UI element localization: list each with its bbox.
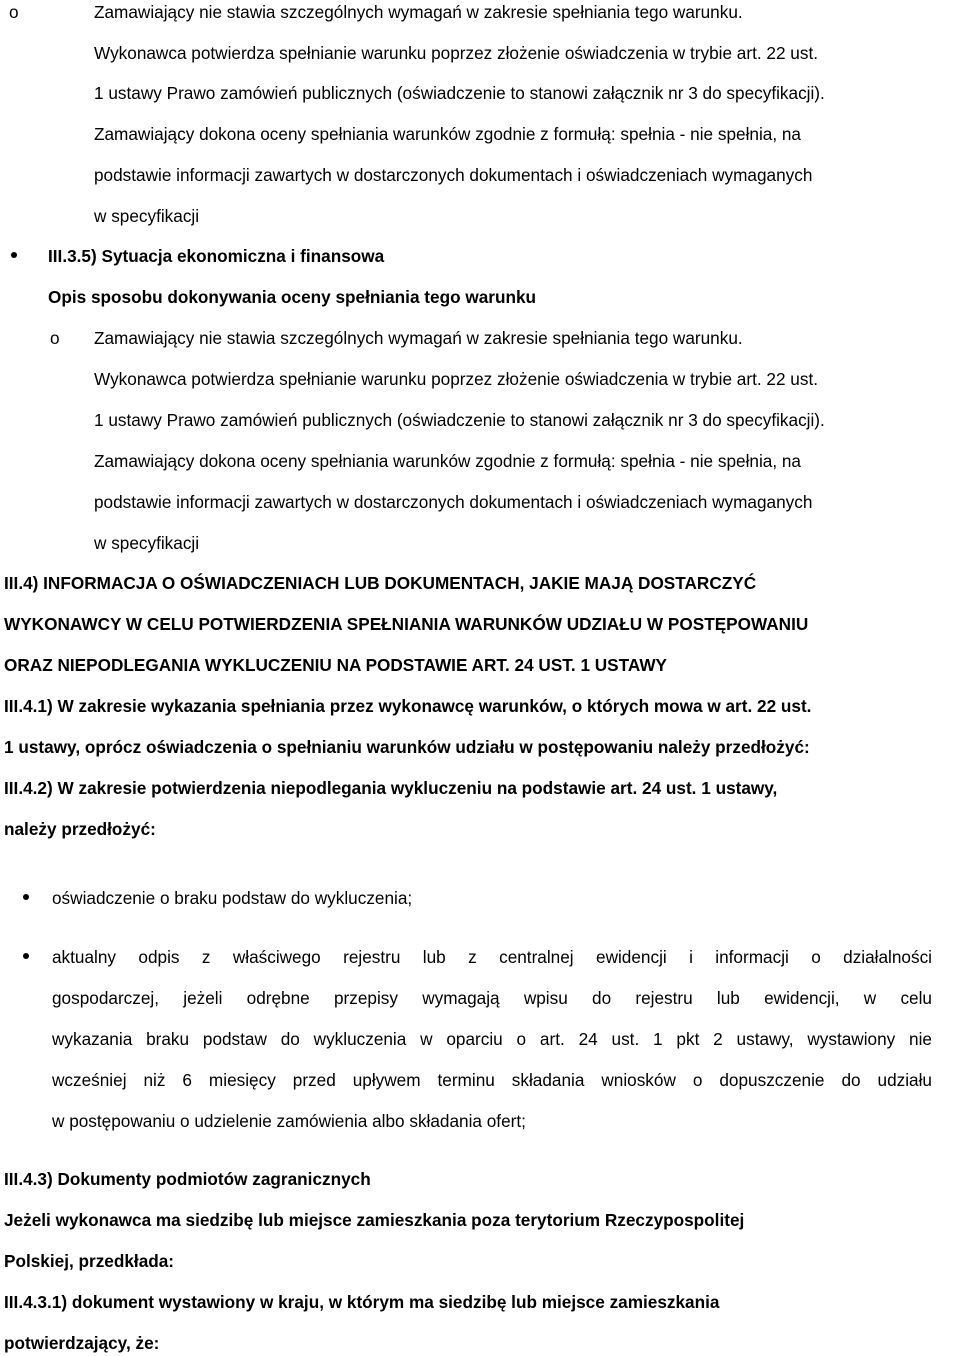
list-item: aktualny odpis z właściwego rejestru lub z centralnej ewidencji i informacji o działalności	[52, 947, 932, 967]
bullet-icon	[23, 953, 29, 959]
section-heading: III.4.2) W zakresie potwierdzenia niepodlegania wykluczeniu na podstawie art. 24 ust. 1 ustawy,	[4, 778, 778, 798]
section-heading: III.3.5) Sytuacja ekonomiczna i finansowa	[48, 246, 385, 266]
sub-bullet-marker: o	[9, 2, 19, 22]
paragraph-line: Zamawiający dokona oceny spełniania warunków zgodnie z formułą: spełnia - nie spełnia, na	[94, 451, 801, 471]
paragraph-line: w specyfikacji	[94, 533, 200, 553]
paragraph-line: potwierdzający, że:	[4, 1333, 160, 1353]
paragraph-line: w specyfikacji	[94, 206, 200, 226]
bullet-icon	[23, 894, 29, 900]
paragraph-line: 1 ustawy Prawo zamówień publicznych (oświadczenie to stanowi załącznik nr 3 do specyfikacji).	[94, 410, 825, 430]
paragraph-line: podstawie informacji zawartych w dostarczonych dokumentach i oświadczeniach wymaganych	[94, 165, 813, 185]
section-heading: WYKONAWCY W CELU POTWIERDZENIA SPEŁNIANIA WARUNKÓW UDZIAŁU W POSTĘPOWANIU	[4, 614, 809, 634]
paragraph-line: Polskiej, przedkłada:	[4, 1251, 175, 1271]
section-heading: III.4.3) Dokumenty podmiotów zagranicznych	[4, 1169, 371, 1189]
list-item: oświadczenie o braku podstaw do wykluczenia;	[52, 888, 413, 908]
paragraph-line: 1 ustawy Prawo zamówień publicznych (oświadczenie to stanowi załącznik nr 3 do specyfikacji).	[94, 83, 825, 103]
section-heading: 1 ustawy, oprócz oświadczenia o spełnianiu warunków udziału w postępowaniu należy przedłożyć:	[4, 737, 810, 757]
sub-bullet-marker: o	[50, 328, 60, 348]
list-item: wcześniej niż 6 miesięcy przed upływem terminu składania wniosków o dopuszczenie do udziału	[52, 1070, 932, 1090]
paragraph-line: Zamawiający nie stawia szczególnych wymagań w zakresie spełniania tego warunku.	[94, 2, 743, 22]
paragraph-line: Zamawiający dokona oceny spełniania warunków zgodnie z formułą: spełnia - nie spełnia, na	[94, 124, 801, 144]
section-heading: III.4.3.1) dokument wystawiony w kraju, w którym ma siedzibę lub miejsce zamieszkania	[4, 1292, 720, 1312]
bullet-icon	[11, 252, 17, 258]
section-heading: ORAZ NIEPODLEGANIA WYKLUCZENIU NA PODSTAWIE ART. 24 UST. 1 USTAWY	[4, 655, 668, 675]
list-item: w postępowaniu o udzielenie zamówienia albo składania ofert;	[52, 1111, 526, 1131]
list-item: wykazania braku podstaw do wykluczenia w oparciu o art. 24 ust. 1 pkt 2 ustawy, wystawiony nie	[52, 1029, 932, 1049]
paragraph-line: Zamawiający nie stawia szczególnych wymagań w zakresie spełniania tego warunku.	[94, 328, 743, 348]
list-item: gospodarczej, jeżeli odrębne przepisy wymagają wpisu do rejestru lub ewidencji, w celu	[52, 988, 932, 1008]
section-heading: III.4.1) W zakresie wykazania spełniania przez wykonawcę warunków, o których mowa w art. 22 ust.	[4, 696, 812, 716]
subsection-heading: Opis sposobu dokonywania oceny spełniania tego warunku	[48, 287, 537, 307]
paragraph-line: Wykonawca potwierdza spełnianie warunku poprzez złożenie oświadczenia w trybie art. 22 ust.	[94, 43, 818, 63]
section-heading: III.4) INFORMACJA O OŚWIADCZENIACH LUB DOKUMENTACH, JAKIE MAJĄ DOSTARCZYĆ	[4, 573, 757, 593]
paragraph-line: Wykonawca potwierdza spełnianie warunku poprzez złożenie oświadczenia w trybie art. 22 ust.	[94, 369, 818, 389]
paragraph-line: Jeżeli wykonawca ma siedzibę lub miejsce zamieszkania poza terytorium Rzeczypospolitej	[4, 1210, 745, 1230]
section-heading: należy przedłożyć:	[4, 819, 156, 839]
paragraph-line: podstawie informacji zawartych w dostarczonych dokumentach i oświadczeniach wymaganych	[94, 492, 813, 512]
